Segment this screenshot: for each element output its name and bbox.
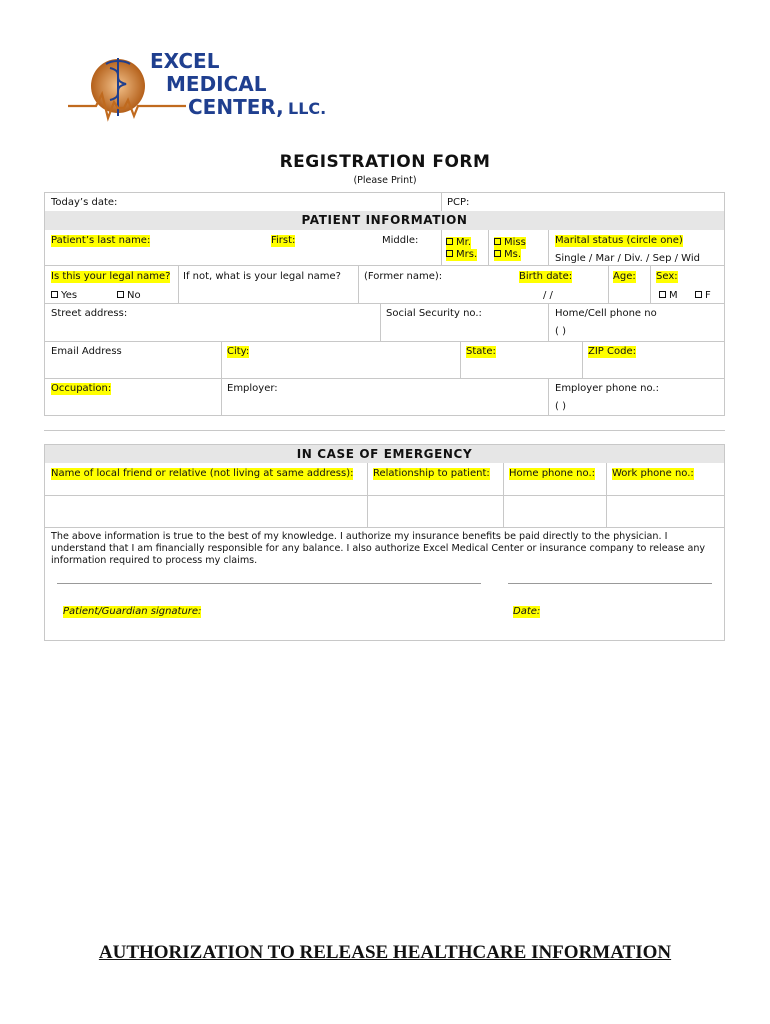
patient-info-header: PATIENT INFORMATION bbox=[45, 211, 724, 230]
checkbox-icon bbox=[494, 250, 501, 257]
emergency-contact-label: Name of local friend or relative (not living at same address): bbox=[51, 468, 354, 479]
todays-date-label: Today’s date: bbox=[51, 197, 118, 208]
emergency-home-phone-label: Home phone no.: bbox=[509, 468, 596, 479]
checkbox-icon bbox=[695, 291, 702, 298]
pcp-label: PCP: bbox=[447, 197, 470, 208]
form-title: REGISTRATION FORM bbox=[279, 152, 491, 172]
signature-label: Patient/Guardian signature: bbox=[63, 606, 202, 617]
birth-date-label: Birth date: bbox=[519, 271, 573, 282]
logo-graphic bbox=[66, 46, 346, 132]
signature-line[interactable] bbox=[57, 583, 481, 584]
street-address-label: Street address: bbox=[51, 308, 128, 319]
former-name-label: (Former name): bbox=[364, 271, 443, 282]
ssn-label: Social Security no.: bbox=[386, 308, 482, 319]
birth-date-field[interactable]: / / bbox=[543, 290, 553, 301]
checkbox-icon bbox=[51, 291, 58, 298]
legal-no-option[interactable]: No bbox=[117, 290, 141, 302]
last-name-label: Patient’s last name: bbox=[51, 235, 151, 246]
logo-line3: CENTER, bbox=[188, 95, 284, 119]
employer-label: Employer: bbox=[227, 383, 278, 394]
legal-name-alt-label: If not, what is your legal name? bbox=[183, 271, 341, 282]
zip-label: ZIP Code: bbox=[588, 346, 636, 357]
employer-phone-field[interactable]: ( ) bbox=[555, 401, 566, 412]
sex-label: Sex: bbox=[656, 271, 678, 282]
legal-yes-option[interactable]: Yes bbox=[51, 290, 77, 302]
authorization-statement: The above information is true to the best of my knowledge. I authorize my insurance benefits be paid directly to the physician. I understand that I am financially responsible for any balance. I also authorize Excel Medical Center or insurance company to release any information required to process my claims. bbox=[51, 531, 706, 566]
logo-line1: EXCEL bbox=[150, 49, 220, 73]
emergency-work-phone-label: Work phone no.: bbox=[612, 468, 694, 479]
checkbox-icon bbox=[117, 291, 124, 298]
marital-status-options[interactable]: Single / Mar / Div. / Sep / Wid bbox=[555, 253, 700, 264]
employer-phone-label: Employer phone no.: bbox=[555, 383, 659, 394]
first-name-label: First: bbox=[271, 235, 296, 246]
legal-name-question: Is this your legal name? bbox=[51, 271, 171, 282]
title-mrs-option[interactable]: Mrs. bbox=[446, 249, 477, 261]
company-logo bbox=[66, 46, 346, 132]
checkbox-icon bbox=[446, 238, 453, 245]
emergency-header: IN CASE OF EMERGENCY bbox=[45, 445, 724, 463]
marital-status-label: Marital status (circle one) bbox=[555, 235, 683, 246]
home-cell-phone-label: Home/Cell phone no bbox=[555, 308, 657, 319]
title-miss-option[interactable]: Miss bbox=[494, 237, 526, 249]
logo-suffix: LLC. bbox=[288, 99, 327, 118]
age-label: Age: bbox=[613, 271, 636, 282]
form-subtitle: (Please Print) bbox=[353, 175, 417, 186]
checkbox-icon bbox=[494, 238, 501, 245]
occupation-label: Occupation: bbox=[51, 383, 112, 394]
sex-f-option[interactable]: F bbox=[695, 290, 711, 302]
logo-line2: MEDICAL bbox=[166, 72, 267, 96]
email-label: Email Address bbox=[51, 346, 122, 357]
authorization-release-heading: AUTHORIZATION TO RELEASE HEALTHCARE INFORMATION bbox=[98, 942, 672, 963]
title-mr-option[interactable]: Mr. bbox=[446, 237, 471, 249]
checkbox-icon bbox=[446, 250, 453, 257]
date-line[interactable] bbox=[508, 583, 712, 584]
state-label: State: bbox=[466, 346, 496, 357]
sex-m-option[interactable]: M bbox=[659, 290, 678, 302]
date-label: Date: bbox=[513, 606, 541, 617]
relationship-label: Relationship to patient: bbox=[373, 468, 490, 479]
title-ms-option[interactable]: Ms. bbox=[494, 249, 521, 261]
home-cell-phone-field[interactable]: ( ) bbox=[555, 326, 566, 337]
middle-name-label: Middle: bbox=[382, 235, 419, 246]
city-label: City: bbox=[227, 346, 250, 357]
checkbox-icon bbox=[659, 291, 666, 298]
